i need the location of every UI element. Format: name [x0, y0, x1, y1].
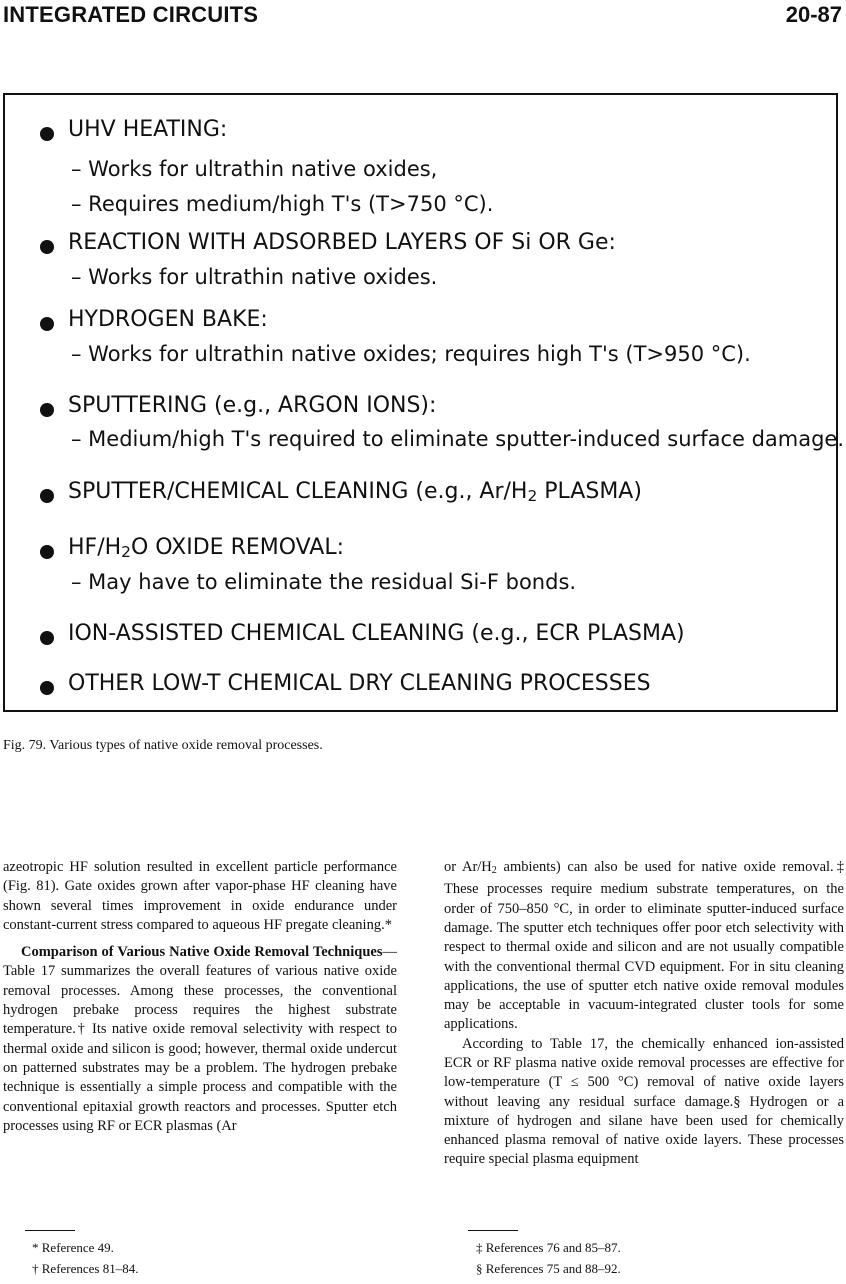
- body-column-left: [3, 858, 397, 1136]
- footnote: † References 81–84.: [32, 1261, 139, 1276]
- figure-79-box: [3, 93, 845, 712]
- paragraph-heading: Comparison of Various Native Oxide Removal Techniques: [21, 944, 383, 961]
- fig-item-subpoint: – May have to eliminate the residual Si-F bonds.: [71, 570, 577, 594]
- fig-item-heading: SPUTTERING (e.g., ARGON IONS):: [68, 393, 437, 418]
- bullet-icon: [40, 545, 54, 559]
- fig-item-heading: $HF/H_2O$ OXIDE REMOVAL:: [68, 535, 345, 562]
- footnote: * Reference 49.: [32, 1240, 114, 1255]
- bullet-icon: [40, 631, 54, 645]
- fig-item-heading: SPUTTER/CHEMICAL CLEANING (e.g., $Ar/H_2$ PLASMA): [68, 479, 642, 506]
- bullet-icon: [40, 489, 54, 503]
- fig-item-subpoint: – Requires medium/high T's (T>750 °C).: [71, 192, 494, 216]
- page-number: 20-87: [785, 2, 842, 27]
- paragraph: or $Ar/H_2$ ambients) can also be used for native oxide removal.‡ These processes require medium substrate temperatures, on the order of 750–850 °C, in order to eliminate sputter-induced surface damage. The sputter etch techniques offer poor etch selectivity with respect to thermal oxide and silicon and are not usually compatible with the conventional thermal CVD equipment. For in situ cleaning applications, the use of sputter etch native oxide removal modules may be acceptable in vacuum-integrated cluster tools for some applications.: [444, 859, 844, 1033]
- footnote-rule: [25, 1230, 75, 1231]
- bullet-icon: [40, 681, 54, 695]
- paragraph: azeotropic HF solution resulted in excellent particle performance (Fig. 81). Gate oxides grown after vapor-phase HF cleaning have shown several times improvement in oxide endurance under constant-current stress compared to aqueous HF pregate cleaning.*: [3, 859, 397, 933]
- bullet-icon: [40, 403, 54, 417]
- paragraph: Comparison of Various Native Oxide Removal Techniques—Table 17 summarizes the overall features of various native oxide removal processes. Among these processes, the conventional hydrogen prebake process requires the highest substrate temperature.† Its native oxide removal selectivity with respect to thermal oxide and silicon is good; however, thermal oxide undercut on patterned substrates may be a problem. The hydrogen prebake technique is essentially a simple process and compatible with the conventional epitaxial growth reactors and processes. Sputter etch processes using RF or ECR plasmas (Ar: [3, 944, 397, 1134]
- body-column-right: [444, 858, 844, 1170]
- paragraph: According to Table 17, the chemically enhanced ion-assisted ECR or RF plasma native oxide removal processes are effective for low-temperature (T ≤ 500 °C) removal of native oxide layers without leaving any residual surface damage.§ Hydrogen or a mixture of hydrogen and silane have been used for chemically enhanced plasma removal of native oxide layers. These processes require special plasma equipment: [444, 1035, 844, 1168]
- fig-item-heading: UHV HEATING:: [68, 117, 228, 142]
- fig-item-heading: OTHER LOW-T CHEMICAL DRY CLEANING PROCESSES: [68, 671, 651, 696]
- fig-item-subpoint: – Works for ultrathin native oxides; requires high T's (T>950 °C).: [71, 342, 751, 366]
- bullet-icon: [40, 317, 54, 331]
- footnote: ‡ References 76 and 85–87.: [476, 1240, 621, 1255]
- fig-item-subpoint: – Medium/high T's required to eliminate sputter-induced surface damage.: [71, 427, 845, 451]
- fig-item-subpoint: – Works for ultrathin native oxides,: [71, 157, 438, 181]
- bullet-icon: [40, 127, 54, 141]
- fig-item-heading: REACTION WITH ADSORBED LAYERS OF Si OR Ge:: [68, 230, 616, 255]
- bullet-icon: [40, 240, 54, 254]
- figure-caption: Fig. 79. Various types of native oxide removal processes.: [3, 738, 323, 753]
- fig-item-heading: ION-ASSISTED CHEMICAL CLEANING (e.g., ECR PLASMA): [68, 621, 685, 646]
- footnote: § References 75 and 88–92.: [476, 1261, 621, 1276]
- fig-item-heading: HYDROGEN BAKE:: [68, 307, 268, 332]
- fig-item-subpoint: – Works for ultrathin native oxides.: [71, 265, 438, 289]
- footnote-rule: [468, 1230, 518, 1231]
- running-head-title: INTEGRATED CIRCUITS: [3, 2, 259, 27]
